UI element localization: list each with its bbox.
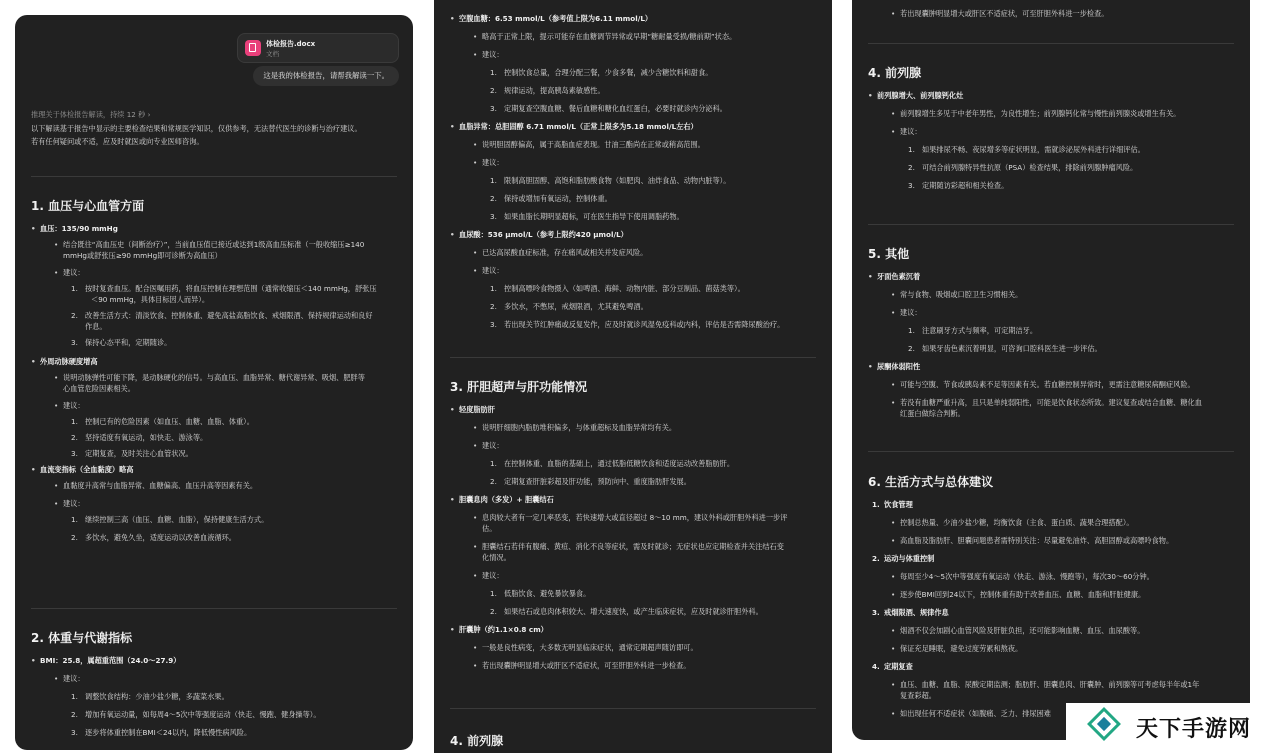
list-item: 尿酮体弱阳性: [877, 362, 921, 371]
list-item: • 常与食物、吸烟或口腔卫生习惯相关。: [900, 289, 1240, 300]
watermark-logo-icon: [1087, 707, 1121, 741]
list-item: • 保证充足睡眠，避免过度劳累和熬夜。: [900, 643, 1240, 654]
list-item: • 说明胆固醇偏高，属于高脂血症表现。甘油三酯尚在正常或稍高范围。: [482, 139, 822, 150]
list-item: 1. 饮食管理: [872, 500, 913, 509]
list-item: • 建议：: [63, 400, 401, 411]
list-item: • 建议：: [63, 498, 401, 509]
list-item: 3. 逐步将体重控制在BMI＜24以内，降低慢性病风险。: [71, 728, 252, 737]
list-item: 1. 按时复查血压。配合医嘱用药，将血压控制在理想范围（通常收缩压＜140 mmHg，舒张压: [71, 284, 377, 293]
list-item: • 控制总热量、少油少盐少糖，均衡饮食（主食、蛋白质、蔬果合理搭配）。: [900, 517, 1240, 528]
list-item: • 建议：: [482, 157, 822, 168]
list-item: 外周动脉硬度增高: [40, 357, 98, 366]
list-item: 1. 在控制体重、血脂的基础上，通过低脂低糖饮食和适度运动改善脂肪肝。: [490, 459, 735, 468]
list-item: • 可能与空腹、节食或胰岛素不足等因素有关。若血糖控制异常时，更需注意糖尿病酮症风险。: [900, 379, 1240, 390]
section-title: 4. 前列腺: [868, 66, 922, 80]
list-item: 空腹血糖：6.53 mmol/L（参考值上限为6.11 mmol/L）: [459, 14, 653, 23]
list-item: • 说明动脉弹性可能下降，是动脉硬化的信号。与高血压、血脂异常、糖代谢异常、吸烟、肥胖等: [63, 372, 401, 383]
list-item: 肝囊肿（约1.1×0.8 cm）: [459, 625, 548, 634]
list-item: • 若出现囊肿明显增大或肝区不适症状，可至肝胆外科进一步检查。: [900, 8, 1240, 19]
chat-panel-right: [852, 0, 1250, 740]
list-item-cont: 红蛋白做综合判断。: [900, 409, 965, 418]
list-item: • 略高于正常上限，提示可能存在血糖调节异常或早期“糖耐量受损/糖前期”状态。: [482, 31, 822, 42]
attachment-name: 体检报告.docx: [266, 40, 316, 48]
list-item: 3. 如果血脂长期明显超标，可在医生指导下使用调脂药物。: [490, 212, 684, 221]
list-item: 3. 若出现关节红肿痛或反复发作，应及时就诊风湿免疫科或内科，评估是否需降尿酸治疗。: [490, 320, 785, 329]
list-item: 4. 定期复查: [872, 662, 913, 671]
attachment-card[interactable]: [237, 33, 399, 63]
list-item: • 逐步使BMI回到24以下，控制体重有助于改善血压、血糖、血脂和肝脏健康。: [900, 589, 1240, 600]
intro-line: 以下解读基于报告中显示的主要检查结果和常规医学知识，仅供参考，无法替代医生的诊断与治疗建议。: [31, 124, 362, 133]
list-item: • 若没有血糖严重升高，且只是单纯弱阳性，可能是饮食状态所致。建议复查或结合血糖、糖化血: [900, 397, 1240, 408]
list-item: 1. 调整饮食结构：少油少盐少糖，多蔬菜水果。: [71, 692, 229, 701]
watermark: [1066, 703, 1266, 753]
list-item: • 如出现任何不适症状（如腹痛、乏力、排尿困难: [900, 708, 1240, 719]
section-title: 6. 生活方式与总体建议: [868, 475, 994, 489]
user-message: 这是我的体检报告，请帮我解读一下。: [253, 66, 399, 86]
list-item: 2. 坚持适度有氧运动，如快走、游泳等。: [71, 433, 208, 442]
list-item: 1. 注意刷牙方式与频率，可定期洁牙。: [908, 326, 1038, 335]
list-item: • 建议：: [482, 49, 822, 60]
list-item: 2. 如果牙齿色素沉着明显，可咨询口腔科医生进一步评估。: [908, 344, 1102, 353]
list-item: 1. 控制高嘌呤食物摄入（如啤酒、海鲜、动物内脏、部分豆制品、菌菇类等）。: [490, 284, 745, 293]
list-item: • 若出现囊肿明显增大或肝区不适症状，可至肝胆外科进一步检查。: [482, 660, 822, 671]
list-item: 2. 定期复查肝脏彩超及肝功能，预防向中、重度脂肪肝发展。: [490, 477, 691, 486]
list-item: 2. 增加有氧运动量，如每周4～5次中等强度运动（快走、慢跑、健身操等）。: [71, 710, 321, 719]
chat-panel-middle: [434, 0, 832, 753]
attachment-type: 文档: [266, 50, 279, 58]
thinking-toggle[interactable]: 推理关于体检报告解读，持续 12 秒 ›: [31, 110, 151, 119]
list-item: 3. 定期随访彩超和相关检查。: [908, 181, 1009, 190]
list-item-cont: 化情况。: [482, 553, 511, 562]
list-item: • 建议：: [482, 265, 822, 276]
list-item: • 一般是良性病变，大多数无明显临床症状，通常定期超声随访即可。: [482, 642, 822, 653]
list-item: • 高血脂及脂肪肝、胆囊问题患者需特别关注：尽量避免油炸、高胆固醇或高嘌呤食物。: [900, 535, 1240, 546]
list-item: 2. 多饮水，不憋尿，戒烟限酒，尤其避免啤酒。: [490, 302, 648, 311]
list-item-cont: ＜90 mmHg，具体目标因人而异）。: [91, 295, 210, 304]
section-title: 3. 肝胆超声与肝功能情况: [450, 380, 588, 394]
list-item: 2. 规律运动，提高胰岛素敏感性。: [490, 86, 605, 95]
list-item: 前列腺增大、前列腺钙化灶: [877, 91, 964, 100]
list-item: 血流变指标（全血黏度）略高: [40, 465, 134, 474]
list-item: 血脂异常：总胆固醇 6.71 mmol/L（正常上限多为5.18 mmol/L左右）: [459, 122, 698, 131]
section-title: 5. 其他: [868, 247, 910, 261]
list-item: 1. 继续控制三高（血压、血糖、血脂），保持健康生活方式。: [71, 515, 269, 524]
section-title: 4. 前列腺: [450, 734, 504, 748]
list-item: • 已达高尿酸血症标准，存在痛风或相关并发症风险。: [482, 247, 822, 258]
list-item: 3. 戒烟限酒、规律作息: [872, 608, 949, 617]
list-item: • 建议：: [482, 440, 822, 451]
list-item: 3. 定期复查空腹血糖、餐后血糖和糖化血红蛋白，必要时就诊内分泌科。: [490, 104, 727, 113]
list-item: • 血黏度升高常与血脂异常、血糖偏高、血压升高等因素有关。: [63, 480, 401, 491]
list-item: 血尿酸：536 μmol/L（参考上限约420 μmol/L）: [459, 230, 628, 239]
list-item: • 建议：: [900, 126, 1240, 137]
document-icon: [245, 40, 261, 56]
list-item: BMI：25.8，属超重范围（24.0～27.9）: [40, 656, 181, 665]
list-item: 1. 控制饮食总量，合理分配三餐，少食多餐，减少含糖饮料和甜食。: [490, 68, 713, 77]
section-title: 2. 体重与代谢指标: [31, 631, 133, 645]
list-item: • 前列腺增生多见于中老年男性，为良性增生；前列腺钙化常与慢性前列腺炎或增生有关。: [900, 108, 1240, 119]
list-item: 血压：135/90 mmHg: [40, 224, 118, 233]
list-item: 轻度脂肪肝: [459, 405, 495, 414]
list-item: • 建议：: [63, 673, 401, 684]
list-item: • 建议：: [900, 307, 1240, 318]
list-item: • 胆囊结石若伴有腹痛、黄疸、消化不良等症状，需及时就诊；无症状也应定期检查并关注结石变: [482, 541, 822, 552]
list-item: 牙面色素沉着: [877, 272, 921, 281]
list-item: • 建议：: [63, 267, 401, 278]
chat-panel-left: [15, 15, 413, 750]
list-item: • 建议：: [482, 570, 822, 581]
list-item-cont: 心血管危险因素相关。: [63, 384, 135, 393]
list-item: 1. 控制已有的危险因素（如血压、血糖、血脂、体重）。: [71, 417, 254, 426]
list-item: 胆囊息肉（多发）+ 胆囊结石: [459, 495, 554, 504]
list-item: 1. 如果排尿不畅、夜尿增多等症状明显，需就诊泌尿外科进行详细评估。: [908, 145, 1145, 154]
list-item-cont: mmHg或舒张压≥90 mmHg即可诊断为高血压）: [63, 251, 222, 260]
list-item-cont: 估。: [482, 524, 497, 533]
list-item: • 息肉较大者有一定几率恶变，若快速增大或直径超过 8～10 mm，建议外科或肝胆外科进一步评: [482, 512, 822, 523]
list-item: 1. 限制高胆固醇、高饱和脂肪酸食物（如肥肉、油炸食品、动物内脏等）。: [490, 176, 731, 185]
list-item: 1. 低脂饮食、避免暴饮暴食。: [490, 589, 591, 598]
list-item: • 每周至少4～5次中等强度有氧运动（快走、游泳、慢跑等），每次30～60分钟。: [900, 571, 1240, 582]
watermark-text: 天下手游网: [1136, 717, 1252, 742]
list-item: 2. 如果结石或息肉体积较大、增大速度快，或产生临床症状，应及时就诊肝胆外科。: [490, 607, 763, 616]
list-item: 2. 多饮水，避免久坐，适度运动以改善血液循环。: [71, 533, 236, 542]
list-item: • 说明肝细胞内脂肪堆积偏多，与体重超标及血脂异常均有关。: [482, 422, 822, 433]
section-title: 1. 血压与心血管方面: [31, 199, 145, 213]
list-item: 2. 运动与体重控制: [872, 554, 935, 563]
list-item: 3. 保持心态平和，定期随诊。: [71, 338, 172, 347]
list-item-cont: 复查彩超。: [900, 691, 936, 700]
list-item: 2. 保持或增加有氧运动，控制体重。: [490, 194, 612, 203]
list-item: • 血压、血糖、血脂、尿酸定期监测；脂肪肝、胆囊息肉、肝囊肿、前列腺等可考虑每半年或1年: [900, 679, 1240, 690]
list-item: • 结合既往“高血压史（间断治疗）”，当前血压值已接近或达到1级高血压标准（一般收缩压≥140: [63, 239, 401, 250]
list-item: 2. 改善生活方式：清淡饮食、控制体重、避免高盐高脂饮食、戒烟限酒、保持规律运动和良好: [71, 311, 373, 320]
list-item-cont: 作息。: [85, 322, 107, 331]
intro-line: 若有任何疑问或不适，应及时就医或向专业医师咨询。: [31, 137, 204, 146]
list-item: • 烟酒不仅会加剧心血管风险及肝脏负担，还可能影响血糖、血压、血尿酸等。: [900, 625, 1240, 636]
list-item: 3. 定期复查，及时关注心血管状况。: [71, 449, 193, 458]
list-item: 2. 可结合前列腺特异性抗原（PSA）检查结果，排除前列腺肿瘤风险。: [908, 163, 1138, 172]
